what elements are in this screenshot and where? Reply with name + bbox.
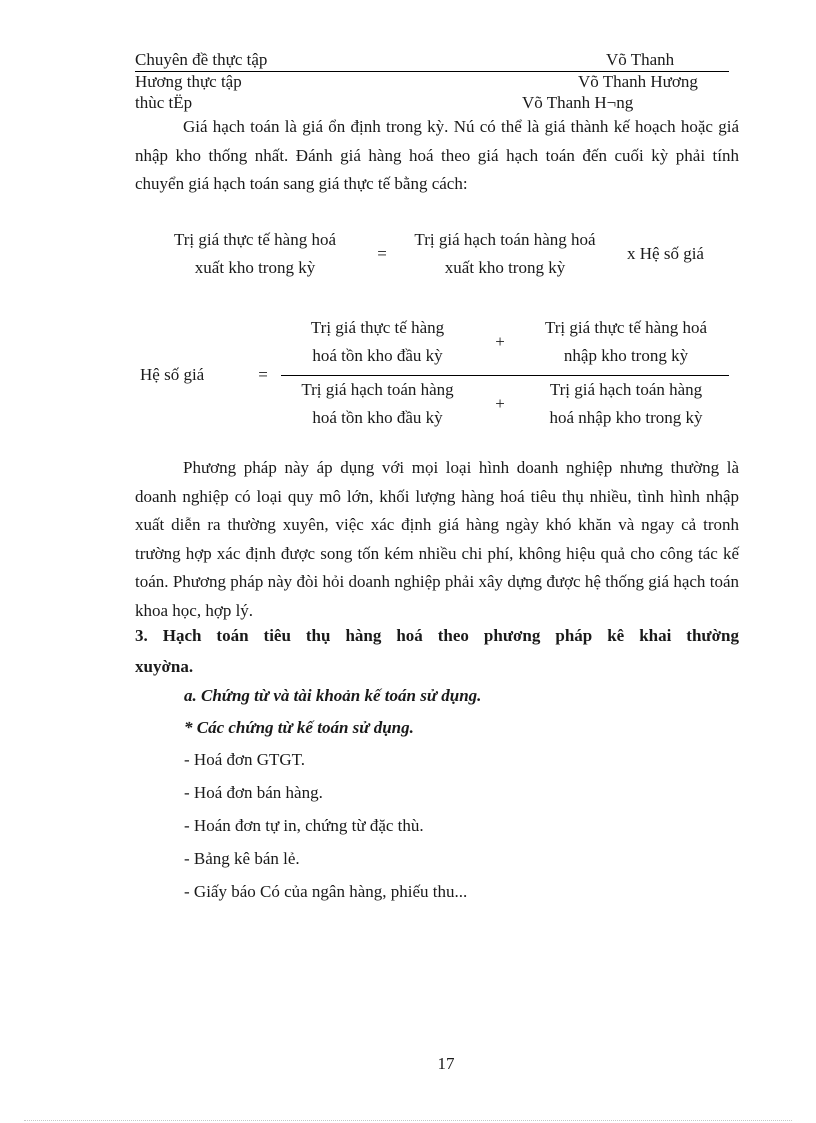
section-heading-cont: xuyờna. [135,657,194,676]
formula2-label: Hệ số giá [140,365,205,384]
formula1-equals: = [377,244,387,263]
header-author-garbled: Võ Thanh H¬ng [522,93,634,112]
header-subtitle: Hương thực tập [135,72,242,91]
formula2-num-b-line1: Trị giá thực tế hàng hoá [544,318,708,337]
subsection-documents-title: * Các chứng từ kế toán sử dụng. [184,718,414,737]
list-item: - Giấy báo Có của ngân hàng, phiếu thu... [184,882,468,901]
formula1-rhs: x Hệ số giá [627,244,704,263]
paragraph-method [135,454,739,625]
section-heading: 3. Hạch toán tiêu thụ hàng hoá theo phương pháp kê khai thường [135,626,739,645]
list-item: - Hoá đơn bán hàng. [184,783,323,802]
paragraph-intro [135,113,739,199]
formula1-mid-line2: xuất kho trong kỳ [444,258,566,277]
paragraph-method-text: Phương pháp này áp dụng với mọi loại hình doanh nghiệp nhưng thường là doanh nghiệp có loại quy mô lớn, khối lượng hàng hoá tiêu thụ nhiều, tình hình nhập xuất diễn ra thường xuyên, việc xác định giá hàng ngày khó khăn và ngay cả tronh trường hợp xác định được song tốn kém nhiều chi phí, không hiệu quả cho công tác kế toán. Phương pháp này đòi hỏi doanh nghiệp phải xây dựng được hệ thống giá hạch toán khoa học, hợp lý. [135,458,739,620]
formula2-den-plus: + [495,394,505,413]
formula2-num-a-line2: hoá tồn kho đầu kỳ [312,346,443,365]
formula2-den-b-line1: Trị giá hạch toán hàng [549,380,703,399]
paragraph-intro-text: Giá hạch toán là giá ổn định trong kỳ. Nú có thể là giá thành kế hoạch hoặc giá nhập kho thống nhất. Đánh giá hàng hoá theo giá hạch toán đến cuối kỳ phải tính chuyển giá hạch toán sang giá thực tế bằng cách: [135,117,739,193]
list-item: - Hoán đơn tự in, chứng từ đặc thù. [184,816,424,835]
formula2-den-a-line1: Trị giá hạch toán hàng [301,380,454,399]
header-title: Chuyên đề thực tập [135,50,268,69]
page-number: 17 [437,1054,455,1073]
formula2-num-plus: + [495,332,505,351]
formula2-den-b-line2: hoá nhập kho trong kỳ [549,408,703,427]
header-author-full: Võ Thanh Hương [578,72,698,91]
formula1-lhs-line1: Trị giá thực tế hàng hoá [173,230,337,249]
formula1-mid-line1: Trị giá hạch toán hàng hoá [414,230,596,249]
formula2-equals: = [258,365,268,384]
formula2-num-b-line2: nhập kho trong kỳ [563,346,689,365]
page-edge-divider [24,1120,792,1121]
subsection-a-title: a. Chứng từ và tài khoản kế toán sử dụng. [184,686,482,705]
header-author: Võ Thanh [606,50,675,69]
list-item: - Hoá đơn GTGT. [184,750,306,769]
header-subtitle-garbled: thùc tËp [135,93,193,112]
list-item: - Bảng kê bán lẻ. [184,849,300,868]
formula1-lhs-line2: xuất kho trong kỳ [194,258,316,277]
fraction-bar [281,375,729,376]
formula2-num-a-line1: Trị giá thực tế hàng [310,318,445,337]
formula2-den-a-line2: hoá tồn kho đầu kỳ [312,408,443,427]
